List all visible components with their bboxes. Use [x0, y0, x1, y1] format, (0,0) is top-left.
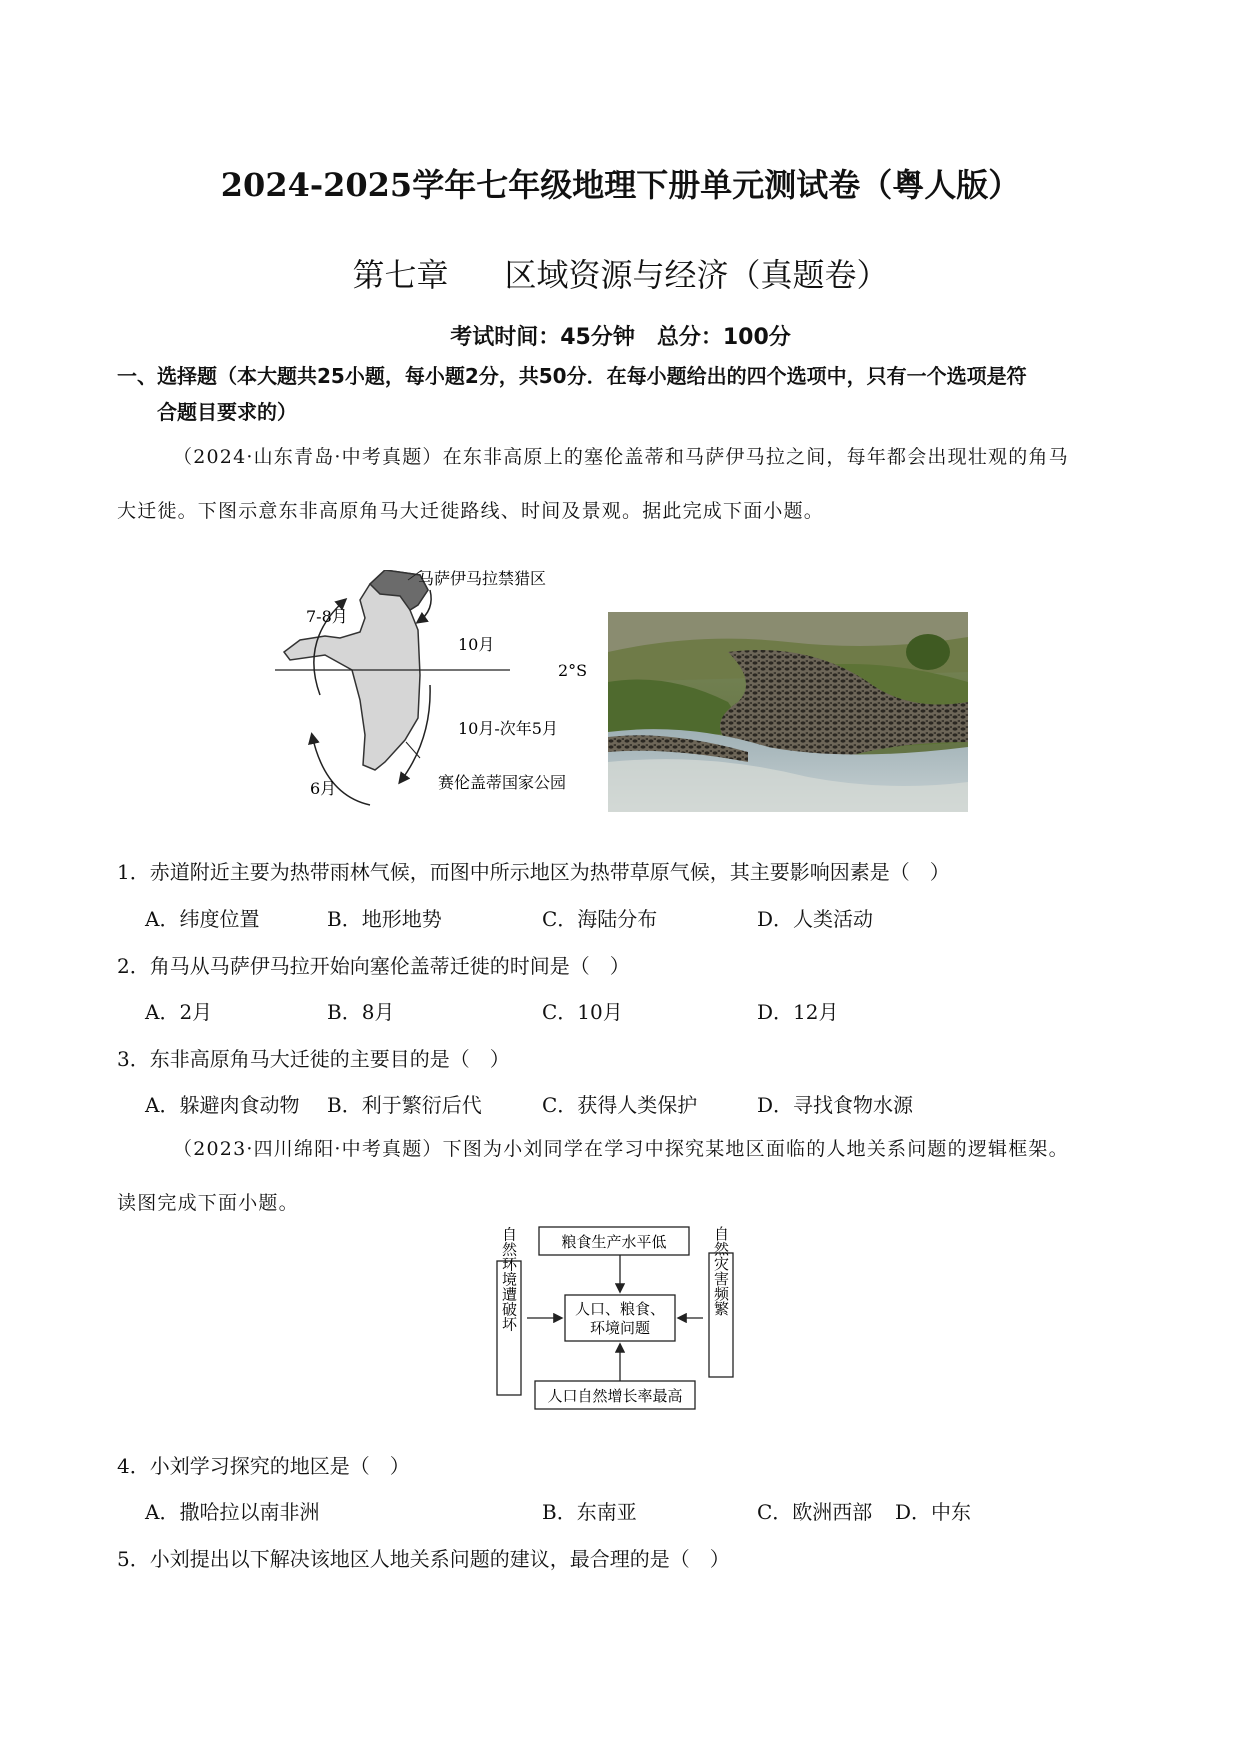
material-1-line2: 大迁徙。下图示意东非高原角马大迁徙路线、时间及景观。据此完成下面小题。: [117, 500, 825, 522]
migration-photo: [608, 612, 968, 812]
box-center-line2: 环境问题: [589, 1319, 651, 1337]
material-2-line2: 读图完成下面小题。: [117, 1192, 299, 1214]
q4-option-c[interactable]: C．欧洲西部: [757, 1500, 873, 1524]
q4-option-a[interactable]: A．撒哈拉以南非洲: [145, 1500, 320, 1524]
q1-option-d[interactable]: D．人类活动: [757, 907, 874, 931]
box-top-text: 粮食生产水平低: [561, 1233, 667, 1251]
label-jul-aug: 7-8月: [306, 607, 348, 626]
section-heading-line2: 合题目要求的）: [157, 400, 297, 424]
q2-option-a[interactable]: A．2月: [145, 1000, 213, 1024]
section-heading-line1: 一、选择题（本大题共25小题，每小题2分，共50分．在每小题给出的四个选项中，只有一个选项是符: [117, 364, 1027, 388]
q1-option-b[interactable]: B．地形地势: [327, 907, 442, 931]
material-2-line1: （2023·四川绵阳·中考真题）下图为小刘同学在学习中探究某地区面临的人地关系问题的逻辑框架。: [173, 1138, 1069, 1160]
material-1-line1: （2024·山东青岛·中考真题）在东非高原上的塞伦盖蒂和马萨伊马拉之间，每年都会出现壮观的角马: [173, 446, 1069, 468]
label-oct-may: 10月-次年5月: [458, 719, 558, 738]
q1-option-c[interactable]: C．海陆分布: [542, 907, 658, 931]
chapter-number: 第七章: [352, 256, 449, 294]
label-reserve: 马萨伊马拉禁猎区: [418, 570, 547, 588]
box-center-line1: 人口、粮食、: [574, 1300, 666, 1318]
label-oct: 10月: [458, 635, 495, 654]
question-2-stem: 2．角马从马萨伊马拉开始向塞伦盖蒂迁徙的时间是（ ）: [117, 954, 630, 978]
exam-info: 考试时间：45分钟 总分：100分: [450, 325, 791, 350]
label-jun: 6月: [310, 779, 337, 798]
document-title: 2024-2025学年七年级地理下册单元测试卷（粤人版）: [220, 166, 1021, 204]
q3-option-d[interactable]: D．寻找食物水源: [757, 1093, 914, 1117]
q2-option-d[interactable]: D．12月: [757, 1000, 839, 1024]
box-right-text: 自然灾害频繁: [712, 1226, 730, 1316]
box-bottom-text: 人口自然增长率最高: [547, 1387, 683, 1405]
section-heading: [117, 358, 1127, 430]
q4-option-d[interactable]: D．中东: [895, 1500, 972, 1524]
q1-option-a[interactable]: A．纬度位置: [145, 907, 260, 931]
q4-option-b[interactable]: B．东南亚: [542, 1500, 637, 1524]
question-1-stem: 1．赤道附近主要为热带雨林气候，而图中所示地区为热带草原气候，其主要影响因素是（ ）: [117, 860, 950, 884]
migration-map: [270, 570, 600, 820]
logic-flowchart: [495, 1225, 745, 1415]
material-1: [117, 430, 1127, 538]
q3-option-c[interactable]: C．获得人类保护: [542, 1093, 698, 1117]
material-2: [117, 1122, 1127, 1230]
q3-option-b[interactable]: B．利于繁衍后代: [327, 1093, 482, 1117]
label-lat: 2°S: [558, 661, 588, 680]
label-park: 赛伦盖蒂国家公园: [438, 773, 567, 792]
q3-option-a[interactable]: A．躲避肉食动物: [145, 1093, 300, 1117]
chapter-title: [0, 250, 1241, 296]
q2-option-c[interactable]: C．10月: [542, 1000, 623, 1024]
question-3-stem: 3．东非高原角马大迁徙的主要目的是（ ）: [117, 1047, 510, 1071]
question-4-stem: 4．小刘学习探究的地区是（ ）: [117, 1454, 410, 1478]
box-left-text: 自然环境遭破坏: [500, 1226, 518, 1332]
chapter-name: 区域资源与经济（真题卷）: [504, 256, 889, 294]
q2-option-b[interactable]: B．8月: [327, 1000, 395, 1024]
question-5-stem: 5．小刘提出以下解决该地区人地关系问题的建议，最合理的是（ ）: [117, 1547, 730, 1571]
